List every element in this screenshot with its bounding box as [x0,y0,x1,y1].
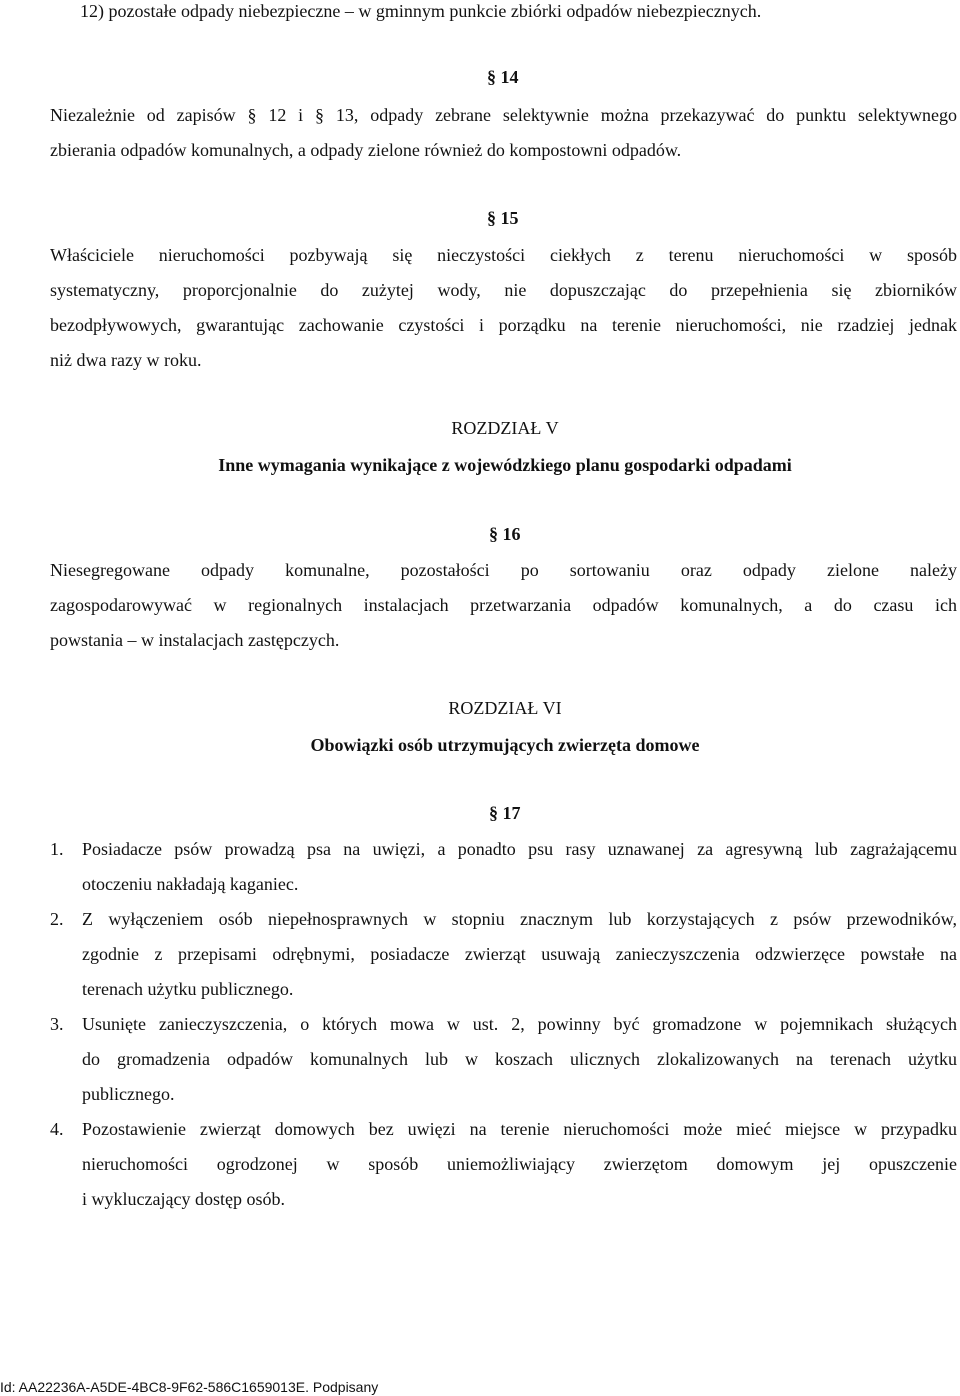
chapter-6-title: Obowiązki osób utrzymujących zwierzęta domowe [310,735,700,755]
list-item-line: Usunięte zanieczyszczenia, o których mowa w ust. 2, powinny być gromadzone w pojemnikach służących [82,1014,957,1034]
list-item-number: 3. [50,1014,64,1034]
section-14-heading: § 14 [487,67,519,87]
list-item-number: 4. [50,1119,64,1139]
list-item-line: i wykluczający dostęp osób. [82,1189,285,1209]
list-item-number: 1. [50,839,64,859]
document-footer-id: Id: AA22236A-A5DE-4BC8-9F62-586C1659013E. Podpisany [0,1379,379,1395]
list-item-line: Posiadacze psów prowadzą psa na uwięzi, a ponadto psu rasy uznawanej za agresywną lub zagrażającemu [82,839,957,859]
list-item-line: zgodnie z przepisami odrębnymi, posiadacze zwierząt usuwają zanieczyszczenia odzwierzęce powstałe na [82,944,957,964]
chapter-5-title: Inne wymagania wynikające z wojewódzkiego planu gospodarki odpadami [218,455,792,475]
section-16-line-1: Niesegregowane odpady komunalne, pozostałości po sortowaniu oraz odpady zielone należy [50,560,957,580]
section-16-line-3: powstania – w instalacjach zastępczych. [50,630,340,650]
list-item-line: publicznego. [82,1084,175,1104]
section-14-line-1: Niezależnie od zapisów § 12 i § 13, odpady zebrane selektywnie można przekazywać do punktu selektywnego [50,105,957,125]
section-15-line-2: systematyczny, proporcjonalnie do zużytej wody, nie dopuszczając do przepełnienia się zbiorników [50,280,957,300]
list-item-line: do gromadzenia odpadów komunalnych lub w koszach ulicznych zlokalizowanych na terenach użytku [82,1049,957,1069]
section-14-line-2: zbierania odpadów komunalnych, a odpady zielone również do kompostowni odpadów. [50,140,682,160]
section-17-heading: § 17 [489,803,521,823]
list-item-number: 2. [50,909,64,929]
section-15-line-3: bezodpływowych, gwarantując zachowanie czystości i porządku na terenie nieruchomości, nie rzadziej jednak [50,315,957,335]
section-16-heading: § 16 [489,524,521,544]
section-15-line-4: niż dwa razy w roku. [50,350,202,370]
list-item-line: Z wyłączeniem osób niepełnosprawnych w stopniu znacznym lub korzystających z psów przewodników, [82,909,957,929]
list-item-line: otoczeniu nakładają kaganiec. [82,874,299,894]
chapter-6-label: ROZDZIAŁ VI [448,698,562,718]
list-item-line: nieruchomości ogrodzonej w sposób uniemożliwiający zwierzętom domowym jej opuszczenie [82,1154,957,1174]
list-item-12: 12) pozostałe odpady niebezpieczne – w gminnym punkcie zbiórki odpadów niebezpiecznych. [80,1,762,21]
list-item-line: terenach użytku publicznego. [82,979,294,999]
section-16-line-2: zagospodarowywać w regionalnych instalacjach przetwarzania odpadów komunalnych, a do czasu ich [50,595,957,615]
list-item-line: Pozostawienie zwierząt domowych bez uwięzi na terenie nieruchomości może mieć miejsce w przypadku [82,1119,957,1139]
section-15-heading: § 15 [487,208,519,228]
section-15-line-1: Właściciele nieruchomości pozbywają się nieczystości ciekłych z terenu nieruchomości w sposób [50,245,957,265]
chapter-5-label: ROZDZIAŁ V [451,418,559,438]
